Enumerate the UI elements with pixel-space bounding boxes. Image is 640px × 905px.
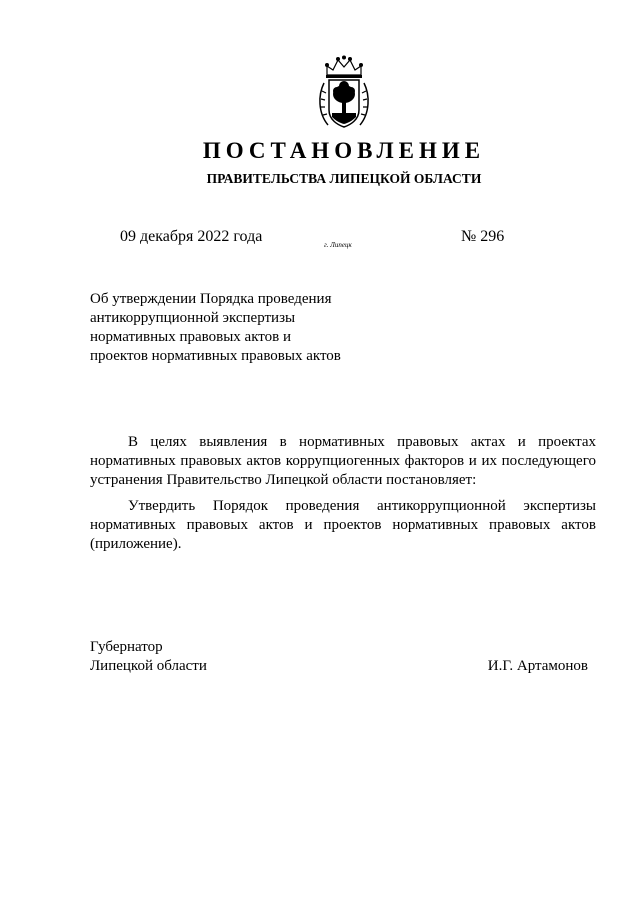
subject-line: антикоррупционной экспертизы (90, 310, 296, 326)
signatory-region: Липецкой области (90, 658, 207, 674)
document-title: ПОСТАНОВЛЕНИЕ (202, 138, 486, 163)
document-subtitle: ПРАВИТЕЛЬСТВА ЛИПЕЦКОЙ ОБЛАСТИ (206, 171, 482, 186)
body-paragraph: В целях выявления в нормативных правовых актах и проектах нормативных правовых актов коррупциогенных факторов и их последующего устранения Правительство Липецкой области постановляет: (90, 434, 596, 488)
subject-line: нормативных правовых актов и (90, 329, 292, 345)
subject-line: Об утверждении Порядка проведения (90, 291, 332, 307)
signatory-position: Губернатор (90, 639, 163, 655)
signatory-name: И.Г. Артамонов (487, 658, 588, 674)
document-body (90, 433, 596, 561)
coat-of-arms-icon (318, 55, 370, 133)
document-subject (90, 290, 341, 366)
document-number: № 296 (461, 228, 505, 245)
document-date: 09 декабря 2022 года (120, 228, 263, 245)
body-paragraph: Утвердить Порядок проведения антикоррупционной экспертизы нормативных правовых актов и проектов нормативных правовых актов (приложение). (90, 498, 596, 552)
document-city: г. Липецк (324, 241, 352, 249)
subject-line: проектов нормативных правовых актов (90, 348, 341, 364)
signature-block (90, 638, 588, 676)
